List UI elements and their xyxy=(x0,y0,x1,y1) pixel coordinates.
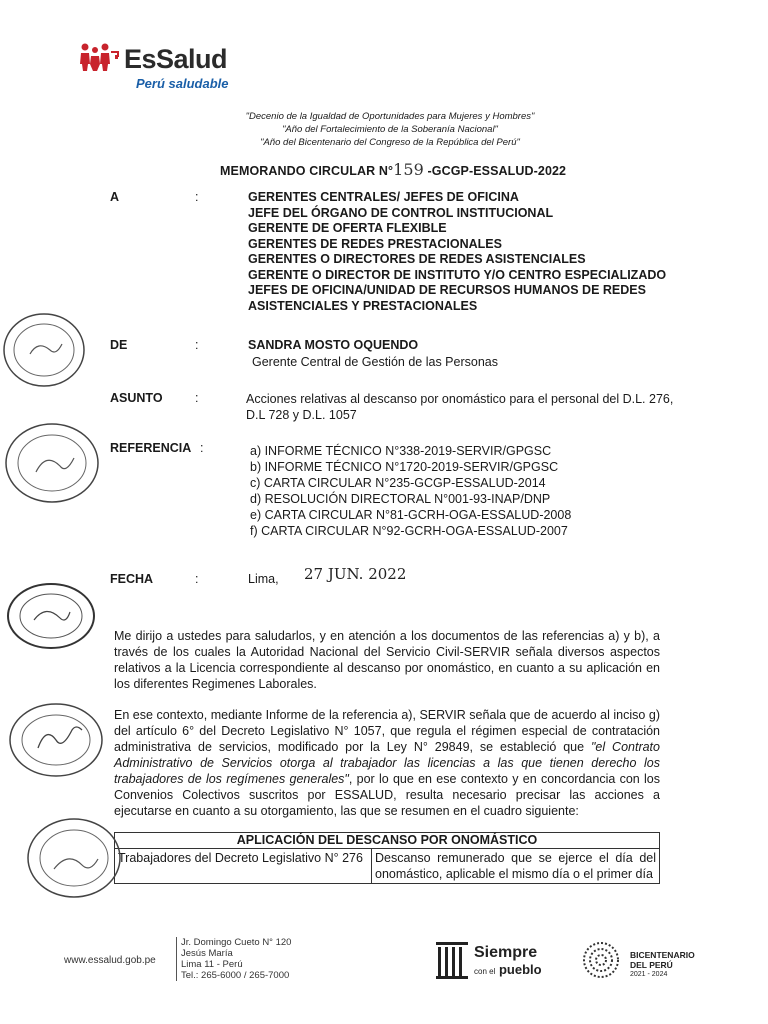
memo-prefix: MEMORANDO CIRCULAR N° xyxy=(220,164,394,178)
bicentenario-line: BICENTENARIO xyxy=(630,950,695,960)
colon: : xyxy=(200,441,204,455)
seal-stamp-icon xyxy=(2,420,102,506)
label-de: DE xyxy=(110,338,128,352)
reference-item: a) INFORME TÉCNICO N°338-2019-SERVIR/GPGSC xyxy=(250,444,552,458)
table-row xyxy=(115,849,660,884)
footer-website: www.essalud.gob.pe xyxy=(64,955,156,966)
address-line: Lima 11 - Perú xyxy=(181,959,243,970)
recipient: GERENTES O DIRECTORES DE REDES ASISTENCIALES xyxy=(248,252,586,266)
bicentenario-line: DEL PERÚ xyxy=(630,960,673,970)
table-cell: Trabajadores del Decreto Legislativo N° 276 xyxy=(115,849,372,884)
siempre-con-el-pueblo-logo xyxy=(434,940,554,980)
table-header: APLICACIÓN DEL DESCANSO POR ONOMÁSTICO xyxy=(115,833,660,849)
label-asunto: ASUNTO xyxy=(110,391,163,405)
label-referencia: REFERENCIA xyxy=(110,441,192,455)
seal-stamp-icon xyxy=(0,310,88,390)
sender-name: SANDRA MOSTO OQUENDO xyxy=(248,338,419,352)
seal-stamp-icon xyxy=(4,580,98,652)
family-figures-icon xyxy=(80,42,120,72)
colon: : xyxy=(195,572,199,586)
body-paragraph-2 xyxy=(114,707,660,819)
decenio-header xyxy=(200,110,580,149)
recipients-list xyxy=(248,190,708,314)
seal-stamp-icon xyxy=(24,815,124,901)
bicentenario-sun-icon xyxy=(580,940,622,980)
memo-suffix: -GCGP-ESSALUD-2022 xyxy=(423,164,567,178)
sender-role: Gerente Central de Gestión de las Personas xyxy=(252,355,498,369)
label-fecha: FECHA xyxy=(110,572,154,586)
subject-text: Acciones relativas al descanso por onomástico para el personal del D.L. 276, D.L 728 y D.L. 1057 xyxy=(246,392,674,422)
decenio-line: "Año del Bicentenario del Congreso de la República del Perú" xyxy=(260,137,520,148)
recipient: JEFES DE OFICINA/UNIDAD DE RECURSOS HUMANOS DE REDES xyxy=(248,283,646,297)
essalud-logo xyxy=(80,40,250,100)
recipient: ASISTENCIALES Y PRESTACIONALES xyxy=(248,298,478,313)
bicentenario-text xyxy=(630,950,695,980)
recipient: GERENTE DE OFERTA FLEXIBLE xyxy=(248,221,447,235)
reference-item: f) CARTA CIRCULAR N°92-GCRH-OGA-ESSALUD-2007 xyxy=(250,524,568,538)
bicentenario-years: 2021 - 2024 xyxy=(630,971,668,978)
con-el-text: con el xyxy=(474,967,496,976)
colon: : xyxy=(195,338,199,352)
reference-item: b) INFORME TÉCNICO N°1720-2019-SERVIR/GPGSC xyxy=(250,460,559,474)
p2-text-a: En ese contexto, mediante Informe de la referencia a), SERVIR señala que de acuerdo al inciso g) del artículo 6° del Decreto Legislativo N° 1057, que regula el régimen especial de contratación administrativa de servicios, modificado por la Ley N° 29849, se estableció que xyxy=(114,708,660,754)
address-line: Jr. Domingo Cueto N° 120 xyxy=(181,937,292,948)
reference-item: e) CARTA CIRCULAR N°81-GCRH-OGA-ESSALUD-2008 xyxy=(250,508,572,522)
columns-icon xyxy=(434,940,470,980)
onomastico-table xyxy=(114,832,660,884)
p2-text-b: , por lo que en ese contexto y en concordancia con los Convenios Colectivos suscritos por ESSALUD, resulta necesario precisar las acciones a ejecutarse en cuanto a su otorgamiento, las que se resumen en el cuadro siguiente: xyxy=(114,772,660,818)
fecha-date-stamp: 27 JUN. 2022 xyxy=(304,565,407,583)
pueblo-text: pueblo xyxy=(498,962,542,977)
footer-address xyxy=(176,937,291,981)
reference-item: d) RESOLUCIÓN DIRECTORAL N°001-93-INAP/DNP xyxy=(250,492,551,506)
seal-stamp-icon xyxy=(6,700,106,780)
decenio-line: "Año del Fortalecimiento de la Soberanía Nacional" xyxy=(282,124,498,135)
memo-title xyxy=(220,160,566,179)
memo-number-handwritten: 159 xyxy=(393,160,424,179)
recipient: GERENTES DE REDES PRESTACIONALES xyxy=(248,236,502,251)
bicentenario-logo xyxy=(580,938,720,980)
pueblo-line xyxy=(474,962,542,977)
recipient: GERENTES CENTRALES/ JEFES DE OFICINA xyxy=(248,190,519,204)
recipient: GERENTE O DIRECTOR DE INSTITUTO Y/O CENTRO ESPECIALIZADO xyxy=(248,267,667,282)
colon: : xyxy=(195,391,199,405)
siempre-text: Siempre xyxy=(474,944,538,961)
references-list xyxy=(250,443,571,539)
colon: : xyxy=(195,190,199,204)
p2-quote: "el Contrato Administrativo de Servicios otorga al trabajador las licencias a las que tienen derecho los trabajadores de los regímenes generales" xyxy=(114,740,660,786)
address-line: Tel.: 265-6000 / 265-7000 xyxy=(181,970,290,981)
body-paragraph-1: Me dirijo a ustedes para saludarlos, y en atención a los documentos de las referencias a) y b), a través de los cuales la Autoridad Nacional del Servicio Civil-SERVIR señala diversos aspectos relativos a la Licencia correspondiente al descanso por onomástico, en cuanto a su aplicación en los diferentes Regimenes Laborales. xyxy=(114,629,660,691)
logo-wordmark: EsSalud xyxy=(124,44,228,74)
table-cell: Descanso remunerado que se ejerce el día del onomástico, aplicable el mismo día o el primer día xyxy=(372,849,660,884)
label-a: A xyxy=(110,190,120,204)
logo-tagline: Perú saludable xyxy=(136,76,229,91)
address-line: Jesús María xyxy=(181,948,233,959)
decenio-line: "Decenio de la Igualdad de Oportunidades para Mujeres y Hombres" xyxy=(245,111,535,122)
fecha-place: Lima, xyxy=(248,572,279,586)
recipient: JEFE DEL ÓRGANO DE CONTROL INSTITUCIONAL xyxy=(248,205,554,220)
reference-item: c) CARTA CIRCULAR N°235-GCGP-ESSALUD-2014 xyxy=(250,476,546,490)
